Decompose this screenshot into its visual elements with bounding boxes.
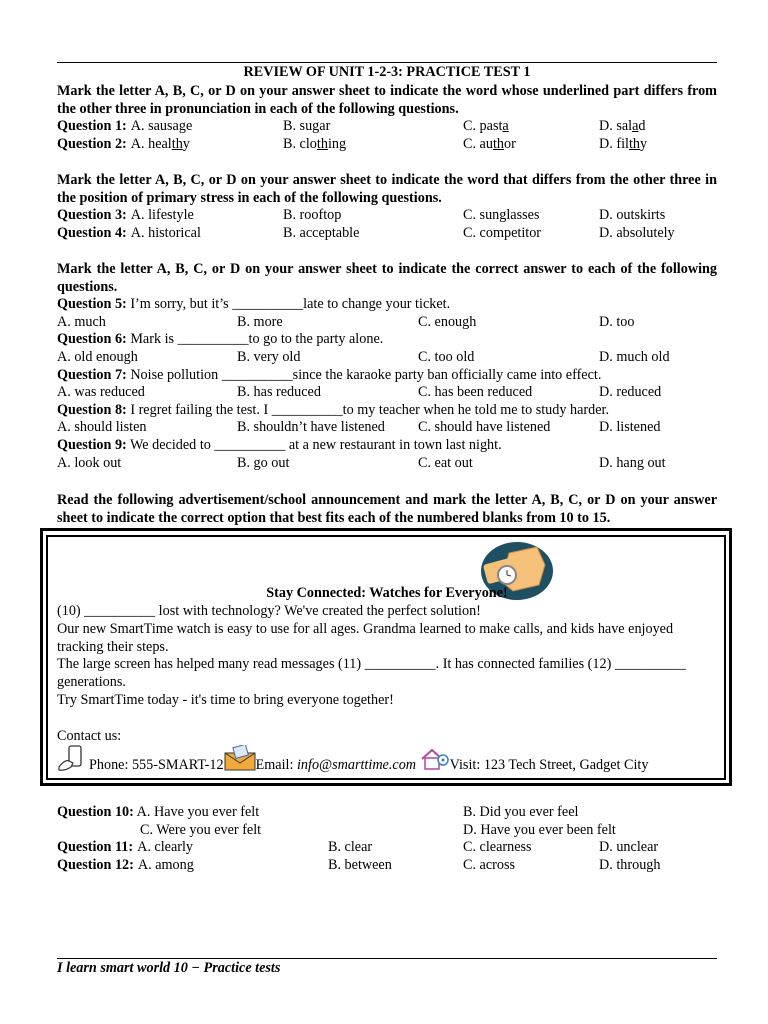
- options-row-7: [57, 384, 717, 402]
- option-a[interactable]: A. lifestyle: [130, 207, 194, 224]
- section-stress: [57, 172, 717, 242]
- question-label: Question 3:: [57, 207, 127, 224]
- option-c[interactable]: C. sunglasses: [463, 207, 540, 224]
- option-text: D. sal: [599, 118, 633, 135]
- option-a[interactable]: A. old enough: [57, 348, 138, 365]
- option-b[interactable]: B. more: [237, 313, 283, 330]
- option-d[interactable]: D. outskirts: [599, 207, 666, 224]
- option-text: B. clo: [283, 135, 317, 152]
- footer-text: I learn smart world 10 − Practice tests: [57, 960, 281, 976]
- option-d[interactable]: D. hang out: [599, 454, 666, 471]
- underlined-part: th: [171, 135, 183, 152]
- question-row-12: [57, 857, 717, 875]
- options-row-6: [57, 349, 717, 367]
- option-text: d: [638, 118, 646, 135]
- page-title: REVIEW OF UNIT 1-2-3: PRACTICE TEST 1: [243, 64, 531, 80]
- bottom-rule: [57, 958, 717, 959]
- option-b[interactable]: B. between: [328, 856, 392, 873]
- option-c[interactable]: C. eat out: [418, 454, 473, 471]
- option-b[interactable]: B. very old: [237, 348, 301, 365]
- option-a[interactable]: [131, 136, 190, 152]
- question-text: I’m sorry, but it’s __________late to change your ticket.: [126, 296, 451, 313]
- option-text: y: [182, 135, 190, 152]
- option-d[interactable]: D. absolutely: [599, 224, 675, 241]
- option-text: B. su: [283, 118, 313, 135]
- question-label: Question 2:: [57, 135, 127, 152]
- question-row-2: [57, 136, 717, 154]
- underlined-part: a: [632, 118, 639, 135]
- option-b[interactable]: B. rooftop: [283, 207, 342, 224]
- option-b[interactable]: B. go out: [237, 454, 290, 471]
- house-location-icon: [420, 747, 450, 771]
- section-pronunciation: [57, 83, 717, 153]
- question-label: Question 4:: [57, 224, 127, 241]
- option-d[interactable]: D. reduced: [599, 384, 662, 401]
- ad-contact-row: [57, 745, 717, 775]
- option-c[interactable]: C. Were you ever felt: [140, 821, 262, 838]
- ad-email-label: Email:: [255, 757, 297, 773]
- ad-line-cta: Try SmartTime today - it's time to bring everyone together!: [57, 692, 394, 708]
- options-row-8: [57, 419, 717, 437]
- option-c[interactable]: C. competitor: [463, 224, 542, 241]
- question-stem-6: [57, 331, 717, 349]
- option-d[interactable]: D. too: [599, 313, 635, 330]
- question-stem-7: [57, 367, 717, 385]
- option-d[interactable]: D. Have you ever been felt: [463, 821, 616, 838]
- underlined-part: a: [502, 118, 509, 135]
- question-label: Question 12:: [57, 856, 134, 873]
- question-label: Question 6:: [57, 331, 127, 348]
- question-stem-9: [57, 437, 717, 455]
- options-row-9: [57, 455, 717, 473]
- option-text: C. au: [463, 135, 493, 152]
- option-c[interactable]: C. too old: [418, 348, 475, 365]
- option-text: A. heal: [130, 135, 172, 152]
- option-b[interactable]: [283, 118, 330, 134]
- option-d[interactable]: D. through: [599, 856, 661, 873]
- option-text: or: [504, 135, 516, 152]
- option-text: ar: [319, 118, 331, 135]
- ad-heading: Stay Connected: Watches for Everyone!: [266, 585, 508, 601]
- top-rule: [57, 62, 717, 63]
- option-c[interactable]: C. has been reduced: [418, 384, 533, 401]
- question-stem-5: [57, 296, 717, 314]
- option-a[interactable]: A. was reduced: [57, 384, 145, 401]
- option-c[interactable]: C. enough: [418, 313, 477, 330]
- question-text: Mark is __________to go to the party alone.: [126, 331, 384, 348]
- option-d[interactable]: D. listened: [599, 419, 661, 436]
- option-text: A. sausa: [130, 118, 179, 135]
- question-label: Question 10:: [57, 804, 134, 820]
- option-a[interactable]: A. Have you ever felt: [136, 804, 260, 820]
- option-c[interactable]: C. clearness: [463, 839, 532, 856]
- option-c[interactable]: [463, 118, 509, 134]
- phone-hand-icon: [57, 745, 89, 771]
- question-row-10: [57, 804, 717, 822]
- ad-contact-label: Contact us:: [57, 728, 122, 744]
- option-d[interactable]: [599, 118, 646, 134]
- option-b[interactable]: B. Did you ever feel: [463, 804, 579, 820]
- question-row-11: [57, 839, 717, 857]
- question-label: Question 5:: [57, 296, 127, 313]
- question-text: Noise pollution __________since the karaoke party ban officially came into effect.: [126, 366, 602, 383]
- option-b[interactable]: B. has reduced: [237, 384, 321, 401]
- option-d[interactable]: D. unclear: [599, 839, 659, 856]
- ad-phone: Phone: 555-SMART-12: [89, 757, 224, 773]
- option-a[interactable]: [131, 118, 192, 134]
- option-c[interactable]: C. across: [463, 856, 516, 873]
- underlined-part: g: [312, 118, 320, 135]
- ad-line-10: (10) __________ lost with technology? We've created the perfect solution!: [57, 603, 481, 619]
- instruction-pronunciation: Mark the letter A, B, C, or D on your answer sheet to indicate the word whose underlined part differs from the other three in pronunciation in each of the following questions.: [57, 83, 717, 117]
- option-text: C. past: [463, 118, 503, 135]
- question-label: Question 9:: [57, 436, 127, 453]
- option-a[interactable]: A. among: [137, 856, 194, 873]
- question-row-4: [57, 225, 717, 243]
- instruction-stress: Mark the letter A, B, C, or D on your answer sheet to indicate the word that differs from the other three in the position of primary stress in each of the following questions.: [57, 172, 717, 206]
- ad-line-11-12: The large screen has helped many read messages (11) __________. It has connected families (12) __________ generations.: [57, 656, 686, 690]
- section-reading: [57, 492, 717, 527]
- section-ad-questions: [57, 804, 717, 874]
- instruction-reading: Read the following advertisement/school announcement and mark the letter A, B, C, or D on your answer sheet to indicate the correct option that best fits each of the numbered blanks from 10 to 15.: [57, 492, 717, 526]
- question-row-3: [57, 207, 717, 225]
- ad-visit: Visit: 123 Tech Street, Gadget City: [449, 757, 649, 773]
- option-text: e: [185, 118, 193, 135]
- option-a[interactable]: A. historical: [130, 224, 201, 241]
- option-a[interactable]: A. should listen: [57, 419, 147, 436]
- option-a[interactable]: A. clearly: [137, 839, 194, 856]
- question-row-1: [57, 118, 717, 136]
- section-grammar: [57, 261, 717, 472]
- ad-email[interactable]: info@smarttime.com: [296, 757, 417, 773]
- underlined-part: g: [178, 118, 186, 135]
- question-label: Question 7:: [57, 366, 127, 383]
- instruction-grammar: Mark the letter A, B, C, or D on your answer sheet to indicate the correct answer to each of the following questions.: [57, 261, 717, 295]
- option-c[interactable]: [463, 136, 516, 152]
- option-text: D. fil: [599, 135, 629, 152]
- question-text: We decided to __________ at a new restaurant in town last night.: [126, 436, 502, 453]
- email-envelope-icon: [224, 745, 256, 771]
- option-text: y: [640, 135, 648, 152]
- question-row-10b: [57, 822, 717, 840]
- option-b[interactable]: B. acceptable: [283, 224, 360, 241]
- option-text: ing: [327, 135, 347, 152]
- option-a[interactable]: A. look out: [57, 454, 122, 471]
- question-label: Question 1:: [57, 118, 127, 135]
- option-b[interactable]: [283, 136, 346, 152]
- option-d[interactable]: D. much old: [599, 348, 670, 365]
- underlined-part: th: [316, 135, 328, 152]
- underlined-part: th: [492, 135, 504, 152]
- question-text: I regret failing the test. I __________to my teacher when he told me to study harder.: [126, 401, 610, 418]
- options-row-5: [57, 314, 717, 332]
- option-b[interactable]: B. clear: [328, 839, 373, 856]
- question-stem-8: [57, 402, 717, 420]
- option-a[interactable]: A. much: [57, 313, 106, 330]
- option-c[interactable]: C. should have listened: [418, 419, 551, 436]
- option-b[interactable]: B. shouldn’t have listened: [237, 419, 385, 436]
- underlined-part: th: [628, 135, 640, 152]
- question-label: Question 11:: [57, 839, 134, 856]
- question-label: Question 8:: [57, 401, 127, 418]
- ad-line-product: Our new SmartTime watch is easy to use for all ages. Grandma learned to make calls, and kids have enjoyed tracking their steps.: [57, 621, 674, 655]
- option-d[interactable]: [599, 136, 647, 152]
